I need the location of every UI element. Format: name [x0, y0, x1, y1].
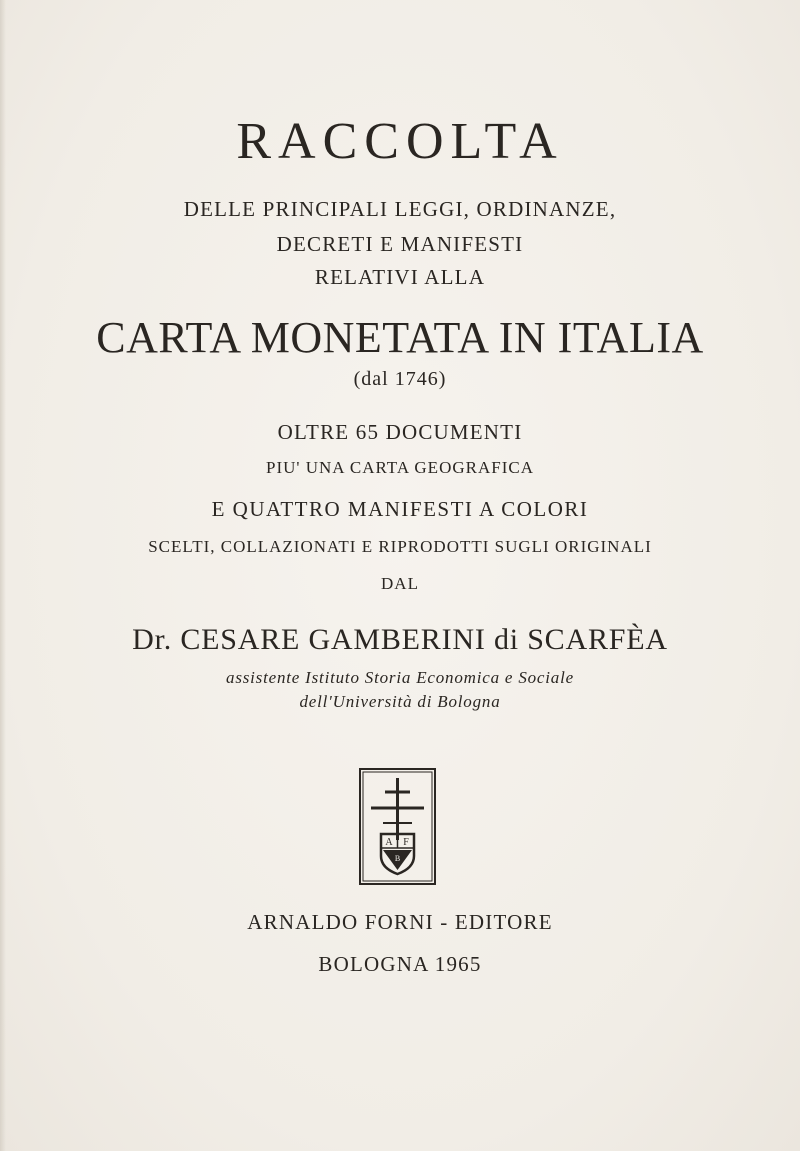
printer-mark-letter-f: F — [403, 837, 409, 848]
documents-count: OLTRE 65 DOCUMENTI — [277, 420, 523, 444]
printer-mark-icon — [359, 768, 436, 885]
subtitle-line-2: DECRETI E MANIFESTI — [276, 232, 524, 256]
by-label: DAL — [381, 574, 419, 593]
subtitle-line-1: DELLE PRINCIPALI LEGGI, ORDINANZE, — [183, 197, 617, 221]
date-range: (dal 1746) — [353, 368, 447, 390]
subtitle-line-3: RELATIVI ALLA — [314, 265, 486, 289]
posters-note: E QUATTRO MANIFESTI A COLORI — [211, 497, 589, 521]
printer-mark-letter-a: A — [385, 837, 393, 848]
author-role-line-2: dell'Università di Bologna — [299, 692, 501, 711]
publisher-name: ARNALDO FORNI - EDITORE — [247, 910, 553, 934]
main-title: CARTA MONETATA IN ITALIA — [96, 313, 704, 362]
page-title: RACCOLTA — [236, 113, 564, 170]
author-name: Dr. CESARE GAMBERINI di SCARFÈA — [132, 623, 668, 656]
printer-mark-letter-b: B — [394, 854, 401, 863]
map-note: PIU' UNA CARTA GEOGRAFICA — [266, 458, 534, 477]
author-role-line-1: assistente Istituto Storia Economica e Sociale — [226, 668, 574, 687]
selection-note: SCELTI, COLLAZIONATI E RIPRODOTTI SUGLI ORIGINALI — [148, 537, 652, 556]
publication-place-year: BOLOGNA 1965 — [318, 952, 482, 976]
